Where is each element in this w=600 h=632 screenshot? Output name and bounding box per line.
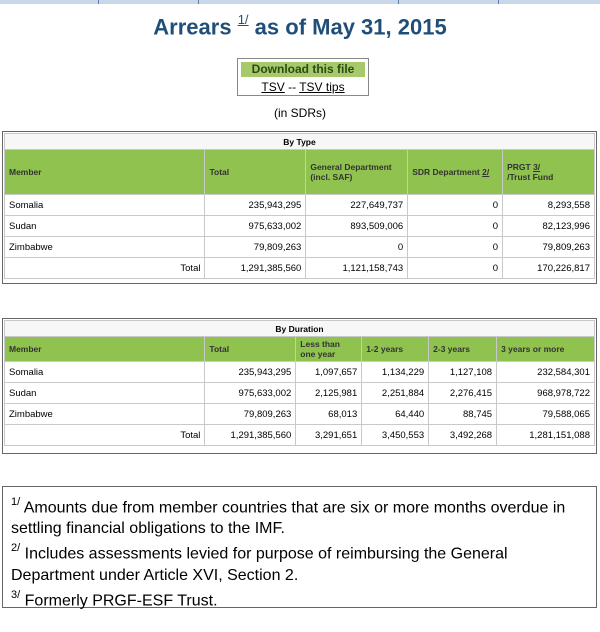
link-separator: -- bbox=[288, 80, 297, 94]
gd-cell: 227,649,737 bbox=[306, 195, 408, 216]
prgt-cell: 82,123,996 bbox=[503, 216, 595, 237]
prgt-label: PRGT bbox=[507, 162, 531, 172]
footnote-text: Includes assessments levied for purpose of reimbursing the General Department under Article XVI, Section 2. bbox=[11, 545, 508, 584]
prgt-cell: 170,226,817 bbox=[503, 258, 595, 279]
y12-cell: 2,251,884 bbox=[362, 383, 429, 404]
prgt-label-rest: /Trust Fund bbox=[507, 172, 554, 182]
page-title bbox=[0, 14, 600, 40]
total-cell: 79,809,263 bbox=[205, 237, 306, 258]
sdr-cell: 0 bbox=[408, 258, 503, 279]
total-cell: 975,633,002 bbox=[205, 216, 306, 237]
footnotes-box bbox=[2, 486, 597, 608]
tsv-tips-link[interactable]: TSV tips bbox=[299, 80, 345, 94]
table-row bbox=[5, 216, 595, 237]
arrears-by-type-table bbox=[4, 133, 595, 279]
total-label: Total bbox=[5, 258, 205, 279]
arrears-by-duration-table bbox=[4, 320, 595, 446]
col-3-years-or-more: 3 years or more bbox=[497, 337, 595, 362]
col-member: Member bbox=[5, 337, 205, 362]
y12-cell: 3,450,553 bbox=[362, 425, 429, 446]
tab-divider bbox=[498, 0, 499, 4]
download-file-button[interactable]: Download this file bbox=[241, 62, 365, 77]
title-prefix: Arrears bbox=[153, 14, 232, 40]
tab-divider bbox=[98, 0, 99, 4]
prgt-footnote-link[interactable]: 3/ bbox=[533, 162, 541, 172]
footnote-text: Formerly PRGF-ESF Trust. bbox=[24, 591, 218, 609]
member-cell: Sudan bbox=[5, 383, 205, 404]
total-cell: 1,291,385,560 bbox=[205, 425, 296, 446]
footnote-mark: 1/ bbox=[11, 496, 21, 508]
sdr-cell: 0 bbox=[408, 237, 503, 258]
tab-divider bbox=[198, 0, 199, 4]
gd-cell: 893,509,006 bbox=[306, 216, 408, 237]
table-row bbox=[5, 195, 595, 216]
member-cell: Somalia bbox=[5, 195, 205, 216]
y12-cell: 64,440 bbox=[362, 404, 429, 425]
y12-cell: 1,134,229 bbox=[362, 362, 429, 383]
sdr-cell: 0 bbox=[408, 195, 503, 216]
y23-cell: 88,745 bbox=[429, 404, 497, 425]
col-less-than-one-year: Less than one year bbox=[296, 337, 362, 362]
y3plus-cell: 79,588,065 bbox=[497, 404, 595, 425]
tsv-link[interactable]: TSV bbox=[261, 80, 285, 94]
col-total: Total bbox=[205, 337, 296, 362]
lt1-cell: 68,013 bbox=[296, 404, 362, 425]
prgt-cell: 79,809,263 bbox=[503, 237, 595, 258]
col-total: Total bbox=[205, 150, 306, 195]
lt1-cell: 1,097,657 bbox=[296, 362, 362, 383]
table-row bbox=[5, 404, 595, 425]
table-row bbox=[5, 237, 595, 258]
y3plus-cell: 968,978,722 bbox=[497, 383, 595, 404]
tab-divider bbox=[398, 0, 399, 4]
total-cell: 79,809,263 bbox=[205, 404, 296, 425]
col-prgt bbox=[503, 150, 595, 195]
column-header-row bbox=[5, 337, 595, 362]
y23-cell: 2,276,415 bbox=[429, 383, 497, 404]
total-label: Total bbox=[5, 425, 205, 446]
total-cell: 975,633,002 bbox=[205, 383, 296, 404]
y23-cell: 3,492,268 bbox=[429, 425, 497, 446]
member-cell: Zimbabwe bbox=[5, 404, 205, 425]
y3plus-cell: 232,584,301 bbox=[497, 362, 595, 383]
member-cell: Zimbabwe bbox=[5, 237, 205, 258]
download-box bbox=[237, 58, 369, 96]
lt1-cell: 3,291,651 bbox=[296, 425, 362, 446]
group-header-row bbox=[5, 321, 595, 337]
total-cell: 235,943,295 bbox=[205, 362, 296, 383]
y23-cell: 1,127,108 bbox=[429, 362, 497, 383]
col-general-department: General Department (incl. SAF) bbox=[306, 150, 408, 195]
col-sdr-department bbox=[408, 150, 503, 195]
top-tab-bar bbox=[0, 0, 600, 4]
sdr-label: SDR Department bbox=[412, 167, 480, 177]
y3plus-cell: 1,281,151,088 bbox=[497, 425, 595, 446]
footnote-text: Amounts due from member countries that are six or more months overdue in settling financial obligations to the IMF. bbox=[11, 499, 566, 538]
by-duration-label: By Duration bbox=[5, 321, 595, 337]
table-row bbox=[5, 383, 595, 404]
column-header-row bbox=[5, 150, 595, 195]
total-row bbox=[5, 258, 595, 279]
table-row bbox=[5, 362, 595, 383]
col-member: Member bbox=[5, 150, 205, 195]
footnote-mark: 2/ bbox=[11, 542, 21, 555]
title-suffix: as of May 31, 2015 bbox=[254, 14, 447, 40]
total-cell: 235,943,295 bbox=[205, 195, 306, 216]
footnote-1 bbox=[11, 493, 588, 539]
gd-cell: 0 bbox=[306, 237, 408, 258]
total-cell: 1,291,385,560 bbox=[205, 258, 306, 279]
lt1-cell: 2,125,981 bbox=[296, 383, 362, 404]
group-header-row bbox=[5, 134, 595, 150]
sdr-cell: 0 bbox=[408, 216, 503, 237]
download-links bbox=[238, 79, 368, 95]
col-2-3-years: 2-3 years bbox=[429, 337, 497, 362]
by-type-label: By Type bbox=[5, 134, 595, 150]
footnote-mark: 3/ bbox=[11, 588, 21, 601]
member-cell: Somalia bbox=[5, 362, 205, 383]
total-row bbox=[5, 425, 595, 446]
footnote-2 bbox=[11, 539, 588, 585]
col-1-2-years: 1-2 years bbox=[362, 337, 429, 362]
prgt-cell: 8,293,558 bbox=[503, 195, 595, 216]
title-footnote-link[interactable]: 1/ bbox=[237, 12, 249, 27]
footnote-3 bbox=[11, 586, 588, 611]
units-label: (in SDRs) bbox=[273, 106, 326, 120]
member-cell: Sudan bbox=[5, 216, 205, 237]
sdr-footnote-link[interactable]: 2/ bbox=[482, 167, 490, 177]
gd-cell: 1,121,158,743 bbox=[306, 258, 408, 279]
